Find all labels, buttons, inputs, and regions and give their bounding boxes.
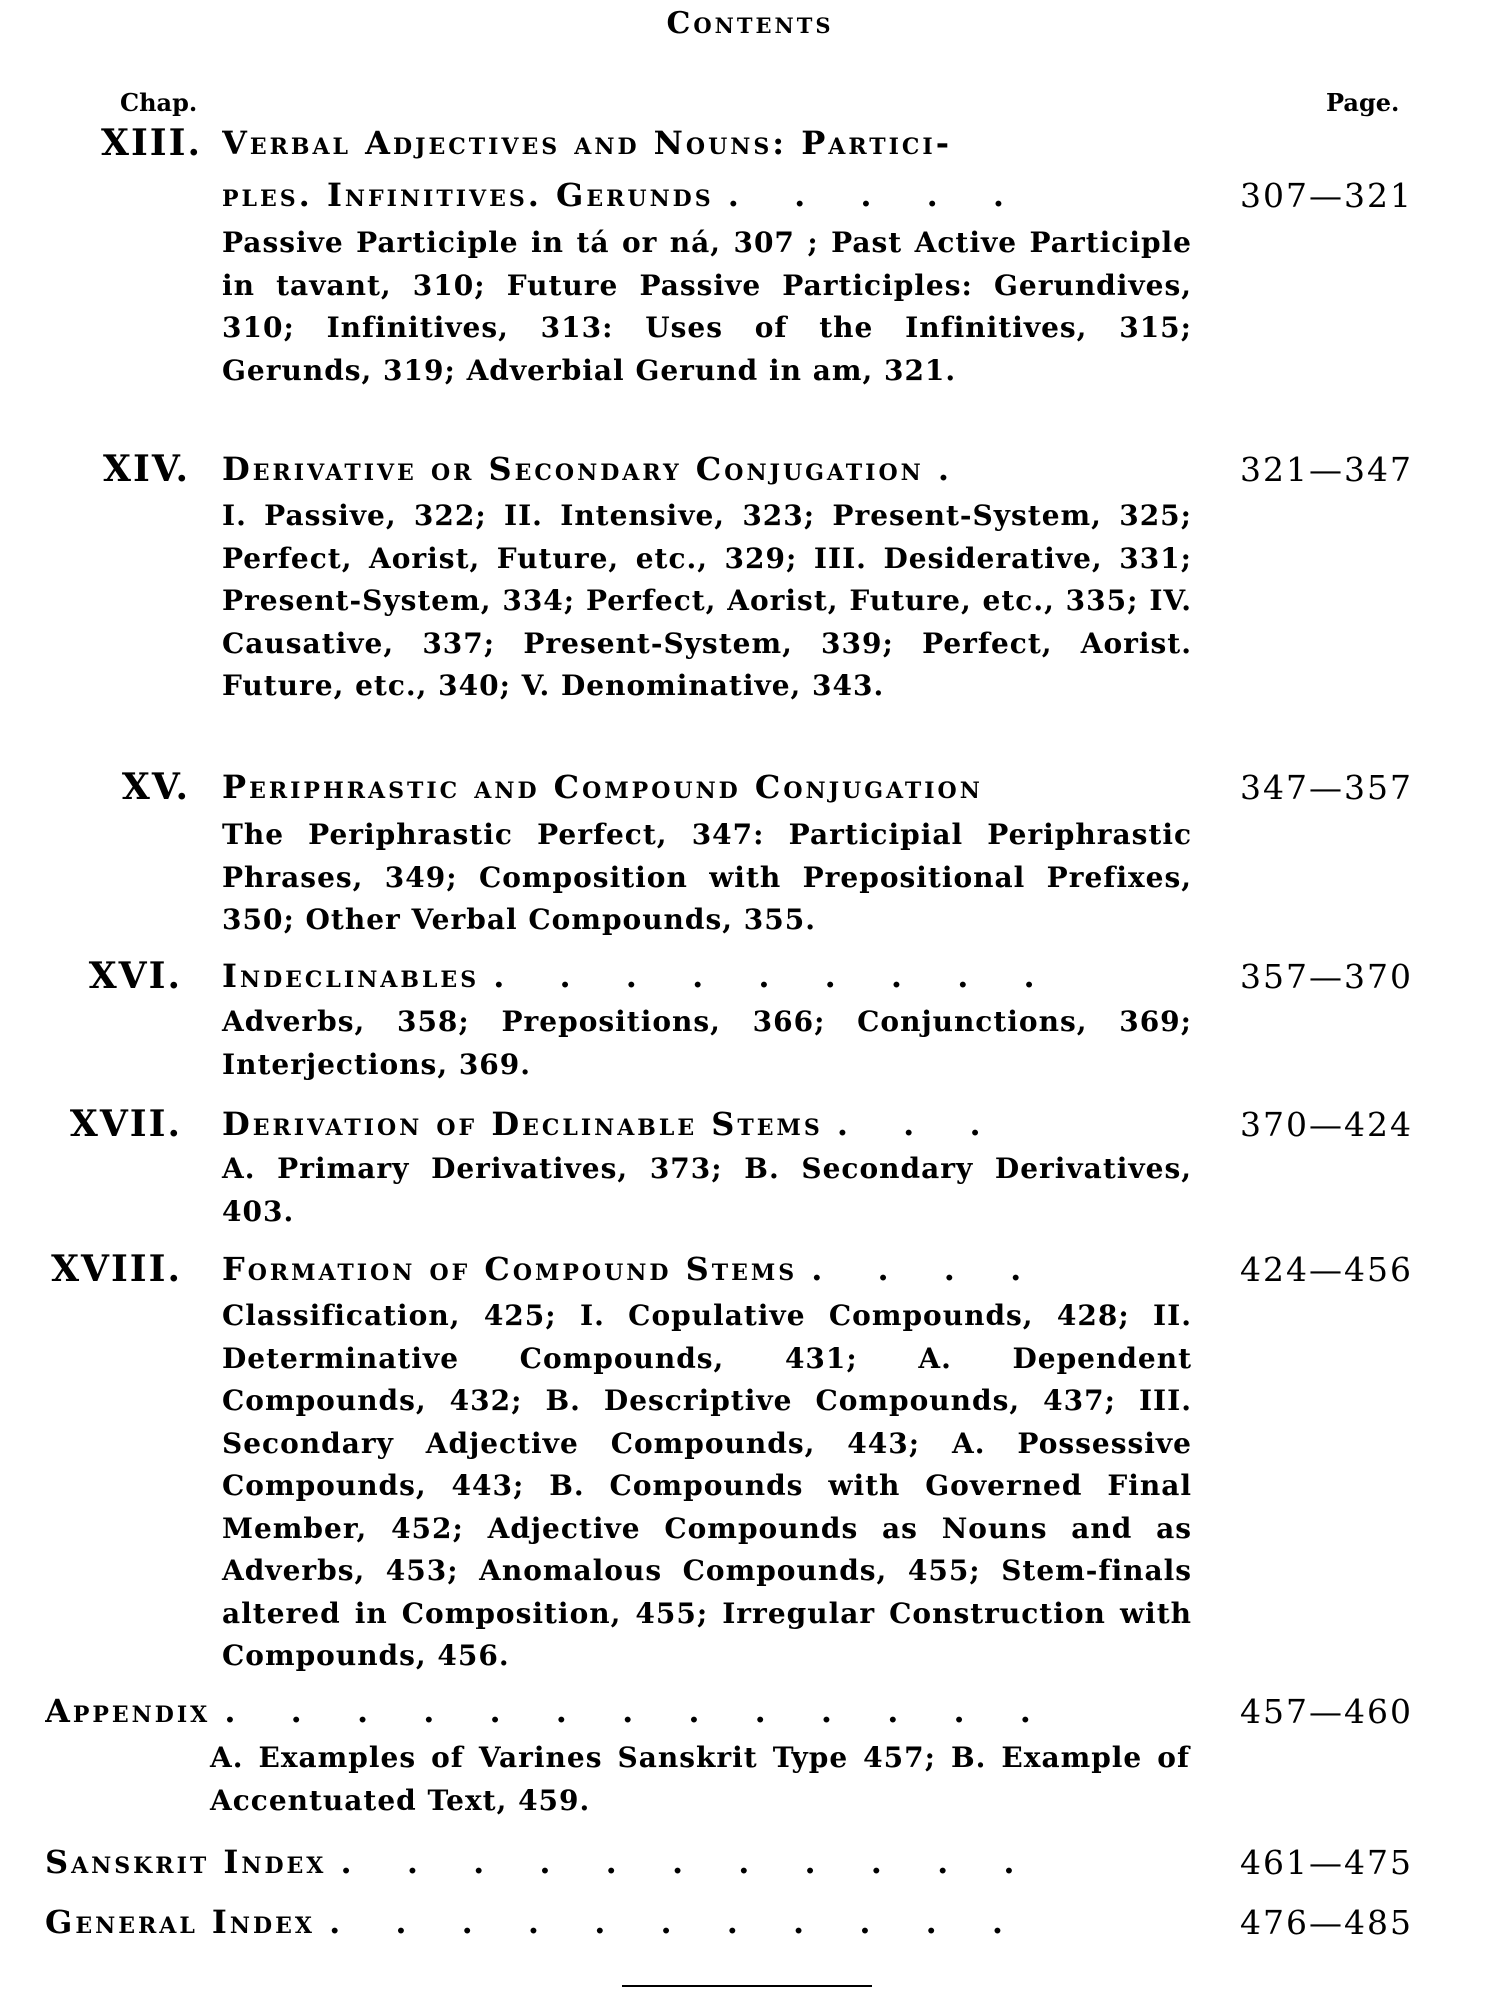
appendix-title-text: Appendix: [45, 1692, 211, 1730]
leader-dots: . . . . . . . . . . .: [340, 1843, 1037, 1881]
page-range: 307—321: [1240, 176, 1413, 215]
chapter-contents: Passive Participle in tá or ná, 307 ; Past Active Participle in tavant, 310; Future Passive Participles: Gerundives, 310; Infinitives, 313: Uses of the Infinitives, 315; Gerunds, 319; Adverbial Gerund in am, 321.: [222, 226, 1192, 387]
chapter-title-text: Derivation of Declinable Stems: [222, 1105, 823, 1143]
page-range: 424—456: [1240, 1250, 1413, 1289]
page-range: 457—460: [1240, 1692, 1413, 1731]
general-index-title-text: General Index: [45, 1903, 315, 1941]
chapter-title: Verbal Adjectives and Nouns: Partici-: [222, 124, 952, 162]
general-index-title: [45, 1903, 1200, 1941]
page-range: 370—424: [1240, 1105, 1413, 1144]
chapter-contents: A. Primary Derivatives, 373; B. Secondary Derivatives, 403.: [222, 1152, 1192, 1228]
chapter-numeral: XVII.: [69, 1103, 182, 1145]
chapter-title: [222, 957, 1202, 995]
chapter-contents: I. Passive, 322; II. Intensive, 323; Present-System, 325; Perfect, Aorist, Future, etc., 329; III. Desiderative, 331; Present-System, 334; Perfect, Aorist, Future, etc., 335; IV. Causative, 337; Present-System, 339; Perfect, Aorist. Future, etc., 340; V. Denominative, 343.: [222, 499, 1192, 702]
chapter-title: [222, 1250, 1202, 1288]
chapter-title-text: Formation of Compound Stems: [222, 1250, 798, 1288]
chapter-title: [222, 176, 1202, 214]
leader-dots: .: [937, 450, 972, 488]
chap-column-label: Chap.: [120, 88, 198, 117]
chapter-title: [222, 1105, 1202, 1143]
appendix-contents: A. Examples of Varines Sanskrit Type 457; B. Example of Accentuated Text, 459.: [210, 1741, 1190, 1817]
chapter-numeral: XIII.: [101, 122, 202, 164]
chapter-numeral: XVI.: [88, 955, 182, 997]
leader-dots: . . . . . . . . . . .: [329, 1903, 1026, 1941]
appendix-title: [45, 1692, 1200, 1730]
page-title: Contents: [666, 6, 834, 41]
page-range: 321—347: [1240, 450, 1413, 489]
chapter-title-text: Indeclinables: [222, 957, 480, 995]
sanskrit-index-title-text: Sanskrit Index: [45, 1843, 327, 1881]
chapter-title-text: Derivative or Secondary Conjugation: [222, 450, 924, 488]
chapter-contents: Classification, 425; I. Copulative Compounds, 428; II. Determinative Compounds, 431; A. Dependent Compounds, 432; B. Descriptive Compounds, 437; III. Secondary Adjective Compounds, 443; A. Possessive Compounds, 443; B. Compounds with Governed Final Member, 452; Adjective Compounds as Nouns and as Adverbs, 453; Anomalous Compounds, 455; Stem-finals altered in Composition, 455; Irregular Construction with Compounds, 456.: [222, 1299, 1192, 1672]
chapter-title-cont: ples. Infinitives. Gerunds: [222, 176, 714, 214]
chapter-contents: The Periphrastic Perfect, 347: Participial Periphrastic Phrases, 349; Composition with Prepositional Prefixes, 350; Other Verbal Compounds, 355.: [222, 818, 1192, 936]
chapter-contents: Adverbs, 358; Prepositions, 366; Conjunctions, 369; Interjections, 369.: [222, 1005, 1192, 1081]
page-column-label: Page.: [1326, 88, 1400, 117]
page-range: 461—475: [1240, 1843, 1413, 1882]
chapter-numeral: XV.: [121, 766, 190, 808]
page-range: 347—357: [1240, 768, 1413, 807]
page-range: 357—370: [1240, 957, 1413, 996]
leader-dots: . . . . . . . . . . . . .: [224, 1692, 1053, 1730]
chapter-numeral: XIV.: [103, 448, 190, 490]
chapter-title: [222, 450, 1202, 488]
leader-dots: . . . .: [811, 1250, 1044, 1288]
chapter-title: Periphrastic and Compound Conjugation: [222, 768, 983, 806]
chapter-numeral: XVIII.: [51, 1248, 182, 1290]
leader-dots: . . .: [836, 1105, 1003, 1143]
leader-dots: . . . . .: [727, 176, 1027, 214]
page-range: 476—485: [1240, 1903, 1413, 1942]
sanskrit-index-title: [45, 1843, 1200, 1881]
bottom-rule: [622, 1985, 872, 1987]
leader-dots: . . . . . . . . .: [493, 957, 1057, 995]
